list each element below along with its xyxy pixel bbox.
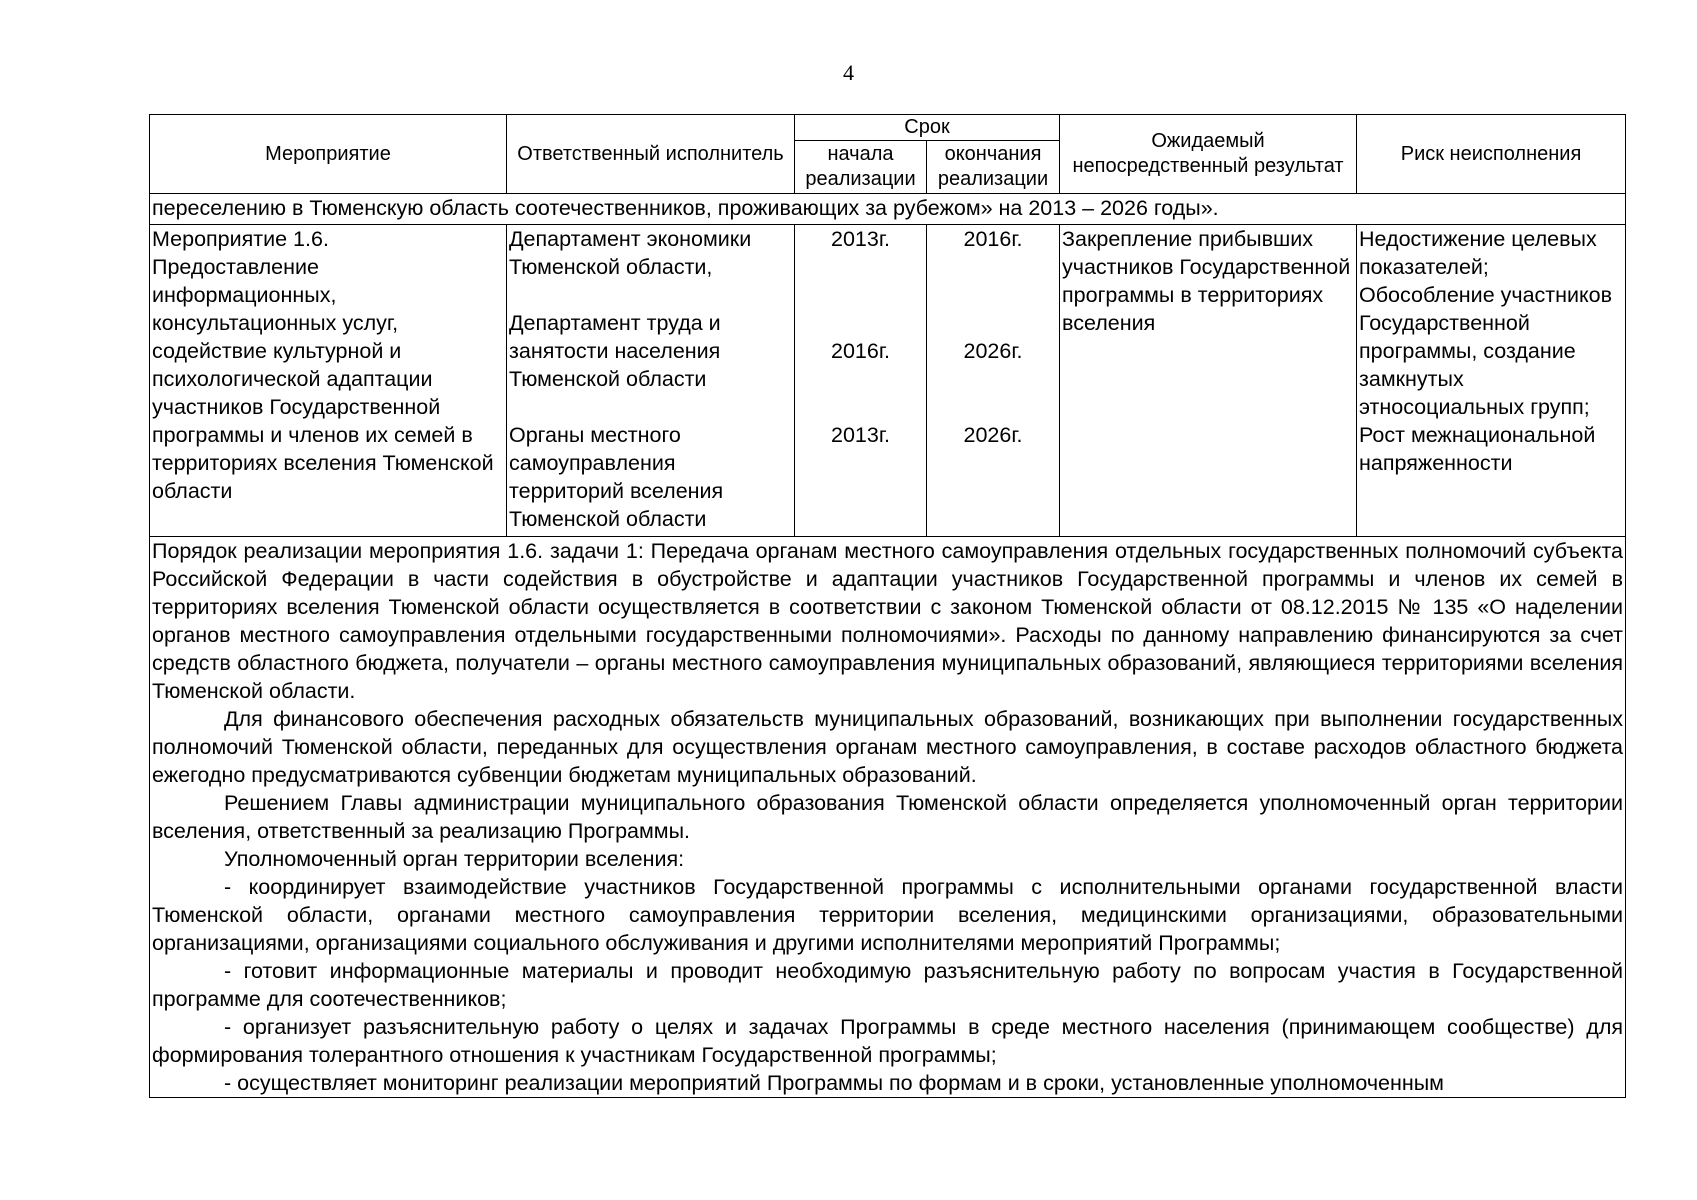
implementation-procedure (150, 537, 1626, 1098)
responsible-1: Департамент экономики Тюменской области, (509, 227, 752, 279)
paragraph: - осуществляет мониторинг реализации мероприятий Программы по формам и в сроки, установленные уполномоченным (224, 1071, 1444, 1095)
header-risk: Риск неисполнения (1357, 115, 1626, 194)
start-1: 2013г. (830, 227, 891, 251)
page-number: 4 (843, 60, 854, 85)
header-expected-result: Ожидаемый непосредственный результат (1060, 115, 1357, 194)
header-term-start: начала реализации (795, 141, 927, 194)
event-cell: Мероприятие 1.6. Предоставление информационных, консультационных услуг, содействие культурной и психологической адаптации участников Государственной программы и членов их семей в территориях вселения Тюменской области (150, 225, 507, 537)
responsible-2: Департамент труда и занятости населения Тюменской области (509, 311, 721, 391)
responsible-gap (509, 281, 792, 309)
paragraph: - координирует взаимодействие участников Государственной программы с исполнительными органами государственной власти Тюменской области, органами местного самоуправления территории вселения, медицинскими организациями, образовательными организациями, организациями социального обслуживания и другими исполнителями мероприятий Программы; (152, 875, 1624, 955)
start-gap (797, 365, 924, 421)
paragraph: Для финансового обеспечения расходных обязательств муниципальных образований, возникающих при выполнении государственных полномочий Тюменской области, переданных для осуществления органам местного самоуправления, в составе расходов областного бюджета ежегодно предусматриваются субвенции бюджетам муниципальных образований. (152, 707, 1624, 787)
end-3: 2026г. (963, 423, 1023, 447)
preceding-text: переселению в Тюменскую область соотечественников, проживающих за рубежом» на 2013 – 2026 годы». (150, 194, 1626, 225)
paragraph: - организует разъяснительную работу о целях и задачах Программы в среде местного населения (принимающем сообществе) для формирования толерантного отношения к участникам Государственной программы; (152, 1015, 1624, 1067)
end-1: 2016г. (963, 227, 1023, 251)
start-3: 2013г. (830, 423, 891, 447)
paragraph: Порядок реализации мероприятия 1.6. задачи 1: Передача органам местного самоуправления отдельных государственных полномочий субъекта Российской Федерации в части содействия в обустройстве и адаптации участников Государственной программы и членов их семей в территориях вселения Тюменской области осуществляется в соответствии с законом Тюменской области от 08.12.2015 № 135 «О наделении органов местного самоуправления отдельными государственными полномочиями». Расходы по данному направлению финансируются за счет средств областного бюджета, получатели – органы местного самоуправления муниципальных образований, являющиеся территориями вселения Тюменской области. (152, 539, 1624, 703)
start-2: 2016г. (830, 339, 891, 363)
header-event: Мероприятие (150, 115, 507, 194)
responsible-cell (507, 225, 795, 537)
end-2: 2026г. (963, 339, 1023, 363)
paragraph: Уполномоченный орган территории вселения: (224, 847, 685, 871)
header-term: Срок (795, 115, 1060, 141)
paragraph: Решением Главы администрации муниципального образования Тюменской области определяется уполномоченный орган территории вселения, ответственный за реализацию Программы. (152, 791, 1624, 843)
start-cell (795, 225, 927, 537)
paragraph: - готовит информационные материалы и проводит необходимую разъяснительную работу по вопросам участия в Государственной программе для соотечественников; (152, 959, 1624, 1011)
responsible-3: Органы местного самоуправления территорий вселения Тюменской области (509, 423, 724, 531)
expected-result-cell: Закрепление прибывших участников Государственной программы в территориях вселения (1060, 225, 1357, 537)
program-table (149, 114, 1626, 1098)
end-gap (929, 253, 1057, 337)
risk-cell: Недостижение целевых показателей; Обособление участников Государственной программы, создание замкнутых этносоциальных групп; Рост межнациональной напряженности (1357, 225, 1626, 537)
end-cell (927, 225, 1060, 537)
header-term-end: окончания реализации (927, 141, 1060, 194)
header-responsible: Ответственный исполнитель (507, 115, 795, 194)
responsible-gap (509, 393, 792, 421)
start-gap (797, 253, 924, 337)
end-gap (929, 365, 1057, 421)
